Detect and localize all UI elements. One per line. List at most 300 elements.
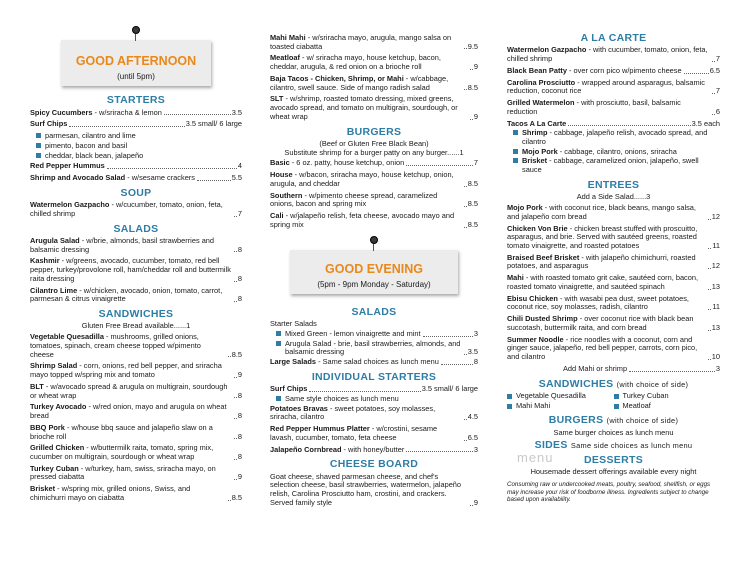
menu-item: [30, 444, 242, 461]
menu-item: [30, 362, 242, 379]
menu-item: [507, 204, 720, 221]
option: [36, 142, 242, 151]
bullet-square-icon: [614, 404, 619, 409]
menu-item: [507, 120, 720, 129]
option: [513, 129, 720, 146]
option-name: Shrimp: [522, 128, 548, 138]
item-price: 3.5: [231, 107, 242, 117]
menu-item: [30, 465, 242, 482]
bullet-square-icon: [513, 158, 518, 163]
item-price: 13: [711, 281, 720, 291]
dot-leader: [406, 451, 473, 452]
item-price: 13: [711, 322, 720, 332]
item-price: 4.5: [467, 412, 478, 422]
item-desc: - with prosciutto, basil, balsamic reduction: [507, 98, 681, 116]
item-name: Black Bean Patty: [507, 65, 567, 75]
dot-leader: [464, 419, 467, 420]
item-name: Red Pepper Hummus: [30, 161, 105, 171]
menu-item: [270, 446, 478, 455]
item-price: 6: [715, 106, 720, 116]
bullet-square-icon: [276, 331, 281, 336]
menu-item: [270, 159, 478, 168]
item-name: Cali: [270, 211, 284, 221]
dot-leader: [712, 93, 715, 94]
item-name: Mojo Pork: [507, 203, 543, 213]
item-price: 8: [237, 244, 242, 254]
dot-leader: [464, 440, 467, 441]
bullet-square-icon: [36, 133, 41, 138]
item-price: 8.5: [231, 349, 242, 359]
item-name: Spicy Cucumbers: [30, 107, 93, 117]
dot-leader: [708, 248, 711, 249]
menu-item: [270, 385, 478, 394]
item-price: 7: [715, 54, 720, 64]
note-price: 1: [186, 321, 191, 331]
item-desc: - w/sesame crackers: [125, 172, 195, 182]
item-price: 12: [711, 211, 720, 221]
option-text: Turkey Cuban: [622, 390, 669, 400]
sandwich-options: [507, 402, 720, 411]
dot-leader: [708, 309, 711, 310]
item-price: 6.5: [467, 432, 478, 442]
starters-list: [30, 109, 242, 129]
menu-item: [507, 67, 720, 76]
item-name: Basic: [270, 158, 290, 168]
item-price: 9.5: [467, 41, 478, 51]
option: [276, 340, 478, 357]
item-desc: - w/cabbage, cilantro, swell sauce. Side of mango radish salad: [270, 73, 449, 92]
item-name: Potatoes Bravas: [270, 403, 328, 413]
dot-leader: [708, 359, 711, 360]
item-price: 3: [715, 363, 720, 373]
option: [36, 152, 242, 161]
soup-list: [30, 201, 242, 218]
dot-leader: [470, 69, 473, 70]
dot-leader: [234, 281, 237, 282]
option-name: Mojo Pork: [522, 146, 558, 156]
dot-leader: [406, 165, 473, 166]
dot-leader: [464, 186, 467, 187]
dot-leader: [712, 61, 715, 62]
item-price: 8.5: [231, 492, 242, 502]
heading-note: (with choice of side): [606, 416, 679, 426]
bullet-square-icon: [513, 130, 518, 135]
menu-item: [507, 225, 720, 251]
section-heading: SALADS: [113, 222, 159, 235]
item-desc: - w/turkey, ham, swiss, sriracha mayo, on pressed ciabatta: [30, 463, 216, 482]
burger-sub2: Substitute shrimp for a burger patty on any burger......1: [284, 147, 464, 157]
item-desc: - rice noodles with a coconut, corn and ginger sauce, jalapeño, red bell pepper, carrots, corn pico, and cilantro: [507, 334, 698, 362]
heading-note: (with choice of side): [616, 379, 689, 389]
item-name: Red Pepper Hummus Platter: [270, 424, 370, 434]
pushpin-icon: [132, 26, 140, 40]
banner-title: GOOD EVENING: [325, 261, 423, 276]
surf-options: [30, 132, 242, 160]
item-name: Surf Chips: [30, 119, 68, 129]
side-salad-note: Add a Side Salad......3: [576, 192, 651, 202]
item-name: Jalapeño Cornbread: [270, 444, 342, 454]
menu-item: [270, 34, 478, 51]
menu-item: [270, 75, 478, 92]
item-name: Vegetable Quesadilla: [30, 332, 104, 342]
dot-leader: [69, 126, 184, 127]
item-desc: - w/jalapeño relish, feta cheese, avocado mayo and spring mix: [270, 211, 455, 229]
item-desc: - w/brie, almonds, basil strawberries and balsamic dressing: [30, 235, 215, 254]
item-desc: - chicken breast stuffed with proscuitto, asparagus, and brie. Served with sautéed greens, roasted tomato vinaigrette, and roasted potatoes: [507, 223, 698, 250]
item-price: 8: [237, 294, 242, 304]
bullet-square-icon: [513, 149, 518, 154]
item-price: 8.5: [467, 82, 478, 92]
item-price: 8: [237, 273, 242, 283]
item-desc: - w/spring mix, grilled onions, Swiss, and chimichurri mayo on ciabatta: [30, 484, 191, 502]
note-price: 1: [459, 147, 464, 157]
watermark-logo: menu: [517, 449, 554, 465]
individual-starters-list: [270, 405, 478, 455]
item-desc: - w/sriracha & lemon: [92, 107, 162, 117]
dot-leader: [234, 301, 237, 302]
dot-leader: [234, 438, 237, 439]
option-text: Arugula Salad - brie, basil strawberries, almonds, and balsamic dressing: [285, 338, 461, 357]
item-desc: - mushrooms, grilled onions, tomatoes, spinach, cream cheese topped w/pimento cheese: [30, 332, 201, 359]
note-text: Add a Side Salad: [576, 192, 634, 202]
section-heading: SANDWICHES: [98, 308, 174, 321]
item-name: Arugula Salad: [30, 235, 80, 245]
item-name: Ebisu Chicken: [507, 293, 558, 303]
option: [507, 402, 614, 411]
section-heading: A LA CARTE: [580, 32, 647, 44]
section-heading: STARTERS: [106, 94, 166, 107]
burger-sub: (Beef or Gluten Free Black Bean): [319, 138, 429, 148]
item-name: Turkey Avocado: [30, 402, 87, 412]
option-text: parmesan, cilantro and lime: [45, 131, 136, 141]
dessert-note: Housemade dessert offerings available every night: [530, 467, 697, 477]
item-name: Watermelon Gazpacho: [30, 200, 110, 210]
item-name: Carolina Prosciutto: [507, 77, 576, 87]
option-price: 3: [473, 328, 478, 338]
item-desc: - over coconut rice with black bean succotash, buttermilk raita, and corn bread: [507, 314, 694, 332]
menu-item: [30, 333, 242, 359]
menu-item: [563, 365, 720, 374]
menu-item: [270, 171, 478, 188]
item-name: Tacos A La Carte: [507, 118, 567, 128]
note-text: Gluten Free Bread available: [81, 321, 174, 331]
item-name: Meatloaf: [270, 53, 300, 63]
burgers-list: [270, 159, 478, 229]
item-desc: - with jalapeño chimichurri, roasted potatoes, and asparagus: [507, 252, 696, 271]
item-price: 7: [473, 158, 478, 168]
dot-leader: [234, 479, 237, 480]
sandwich-options: [507, 392, 720, 401]
item-name: Watermelon Gazpacho: [507, 45, 587, 55]
section-heading: SOUP: [120, 186, 152, 199]
item-desc: - w/greens, avocado, cucumber, tomato, red bell pepper, turkey/provolone roll, ham/cheddar roll and buttermilk raita dressing: [30, 256, 231, 283]
section-heading: BURGERS: [346, 125, 402, 138]
gluten-free-note: Gluten Free Bread available......1: [81, 321, 191, 331]
item-name: Kashmir: [30, 256, 60, 266]
menu-item: [30, 424, 242, 441]
item-name: Shrimp Salad: [30, 361, 78, 371]
menu-item: [507, 254, 720, 271]
bullet-square-icon: [507, 394, 512, 399]
menu-item: [507, 99, 720, 116]
option-text: - cabbage, cilantro, onions, sriracha: [557, 146, 677, 156]
menu-item: [270, 212, 478, 229]
item-price: 9: [473, 111, 478, 121]
item-price: 10: [711, 352, 720, 362]
section-heading: CHEESE BOARD: [329, 458, 419, 471]
item-desc: - 6 oz. patty, house ketchup, onion: [289, 158, 405, 168]
starter-label: Starter Salads: [270, 319, 317, 329]
item-price: 11: [712, 302, 720, 312]
dot-leader: [708, 219, 711, 220]
dot-leader: [708, 330, 711, 331]
column-right: [507, 30, 720, 588]
dot-leader: [228, 356, 231, 357]
item-desc: - w/ sriracha mayo, house ketchup, bacon, cheddar, arugula, & red onion on a brioche roll: [270, 53, 441, 72]
item-name: Southern: [270, 190, 303, 200]
menu-item: [30, 383, 242, 400]
item-price: 11: [712, 240, 720, 250]
item-desc: Goat cheese, shaved parmesan cheese, and chef's selection cheese, basil strawberries, watermelon, jalapeño relish, Carolina Prosciutto ham, crostini, and crackers. Served family style: [270, 471, 462, 507]
option: [614, 392, 721, 401]
menu-item: [30, 485, 242, 502]
banner-hours: (5pm - 9pm Monday - Saturday): [317, 280, 431, 290]
menu-item: [270, 192, 478, 209]
item-price: 3.5 small/ 6 large: [185, 119, 242, 129]
heading-text: SIDES: [534, 439, 568, 452]
option-text: Mahi Mahi: [516, 400, 551, 410]
item-name: SLT: [270, 94, 284, 104]
item-price: 8: [237, 411, 242, 421]
bullet-square-icon: [36, 143, 41, 148]
sandwiches-list: [30, 333, 242, 502]
dot-leader: [712, 114, 715, 115]
menu-item: [507, 336, 720, 362]
dot-leader: [234, 459, 237, 460]
banner-title: GOOD AFTERNOON: [75, 54, 197, 68]
item-price: 4: [237, 161, 242, 171]
evening-banner: [290, 250, 458, 294]
item-price: 8: [473, 357, 478, 367]
item-price: 9: [473, 62, 478, 72]
dot-leader: [107, 168, 237, 169]
item-desc: - w/avocado spread & arugula on multigrain, sourdough or wheat wrap: [30, 381, 228, 400]
item-desc: - with coconut rice, black beans, mango salsa, and jalapeño corn bread: [507, 203, 696, 221]
option: [614, 402, 721, 411]
menu-item: [270, 473, 478, 508]
item-desc: - with cucumber, tomato, onion, feta, chilled shrimp: [507, 45, 708, 64]
menu-item: [507, 295, 720, 312]
item-desc: - w/pimento cheese spread, caramelized onions, bacon and spring mix: [270, 190, 438, 209]
option: [513, 148, 720, 157]
item-name: Turkey Cuban: [30, 463, 79, 473]
item-name: Large Salads: [270, 357, 317, 367]
section-heading: DESSERTS: [584, 453, 643, 466]
item-name: Mahi: [507, 273, 524, 283]
bullet-square-icon: [507, 404, 512, 409]
item-desc: - over corn pico w/pimento cheese: [566, 65, 682, 75]
section-heading: SALADS: [351, 305, 397, 318]
item-name: Shrimp and Avocado Salad: [30, 172, 126, 182]
dot-leader: [464, 227, 467, 228]
item-desc: - with roasted tomato grit cake, sautéed corn, bacon, roasted tomato vinaigrette, and sautéed spinach: [507, 273, 699, 291]
option: [513, 157, 720, 174]
menu-item: [507, 315, 720, 332]
menu-item: [507, 79, 720, 96]
item-name: Mahi Mahi: [270, 33, 306, 42]
section-heading: INDIVIDUAL STARTERS: [311, 370, 437, 383]
menu-item: [270, 54, 478, 71]
item-desc: - w/shrimp, roasted tomato dressing, mixed greens, avocado spread, and tomato on multigrain, sourdough, or wheat wrap: [270, 94, 458, 121]
item-price: 5.5: [231, 172, 242, 182]
dot-leader: [708, 289, 711, 290]
bullet-square-icon: [36, 153, 41, 158]
pushpin-icon: [370, 236, 378, 250]
menu-item: [270, 405, 478, 422]
option: [276, 395, 478, 404]
item-price: 9: [237, 472, 242, 482]
dot-leader: [164, 114, 231, 115]
item-price: 8.5: [467, 178, 478, 188]
allergy-disclaimer: Consuming raw or undercooked meats, poultry, seafood, shellfish, or eggs may increase your risk of foodborne illness. Ingredients subject to change based upon availability.: [507, 480, 711, 504]
item-desc: - w/cucumber, tomato, onion, feta, chilled shrimp: [30, 200, 223, 218]
item-price: 3: [473, 444, 478, 454]
dot-leader: [464, 48, 467, 49]
menu-item: [30, 257, 242, 283]
item-price: 7: [715, 86, 720, 96]
banner-hours: (until 5pm): [117, 71, 155, 81]
a-la-carte-list: [507, 46, 720, 116]
dot-leader: [464, 89, 467, 90]
item-name: Summer Noodle: [507, 334, 564, 344]
menu-item: [270, 95, 478, 121]
item-price: 9: [473, 497, 478, 507]
item-name: Grilled Chicken: [30, 443, 85, 453]
entrees-list: [507, 204, 720, 362]
option: [276, 330, 478, 339]
menu-item: [30, 237, 242, 254]
item-name: Chili Dusted Shrimp: [507, 314, 578, 324]
dot-leader: [684, 73, 709, 74]
item-name: Baja Tacos - Chicken, Shrimp, or Mahi: [270, 73, 404, 83]
menu-item: [270, 358, 478, 367]
option-price: 3.5: [467, 347, 478, 357]
column-left: [30, 18, 242, 588]
sandwiches-continued-list: [270, 34, 478, 122]
item-price: 12: [711, 261, 720, 271]
dot-leader: [234, 418, 237, 419]
bullet-square-icon: [614, 394, 619, 399]
item-desc: - w/red onion, mayo and arugula on wheat bread: [30, 402, 227, 421]
dot-leader: [470, 119, 473, 120]
item-name: Braised Beef Brisket: [507, 252, 580, 262]
dot-leader: [464, 206, 467, 207]
menu-item: [30, 174, 242, 183]
item-name: Brisket: [30, 484, 56, 494]
dot-leader: [197, 180, 231, 181]
menu-item: [270, 425, 478, 442]
dot-leader: [228, 500, 231, 501]
item-name: BLT: [30, 381, 44, 391]
item-price: 3.5 small/ 6 large: [421, 384, 478, 394]
menu-item: [507, 46, 720, 63]
menu-item: [30, 109, 242, 118]
option-text: Mixed Green - lemon vinaigrette and mint: [285, 328, 421, 338]
item-name: Chicken Von Brie: [507, 223, 568, 233]
section-heading: [507, 378, 720, 390]
item-desc: - w/chicken, avocado, onion, tomato, carrot, parmesan & citrus vinaigrette: [30, 285, 223, 304]
option: [507, 392, 614, 401]
burger-note: Same burger choices as lunch menu: [553, 427, 674, 437]
dot-leader: [234, 397, 237, 398]
item-desc: - w/bacon, sriracha mayo, house ketchup, onion, arugula, and cheddar: [270, 170, 454, 188]
note-text: Substitute shrimp for a burger patty on any burger: [284, 147, 448, 157]
desserts-block: [507, 449, 720, 477]
menu-item: [30, 162, 242, 171]
item-desc: - w/buttermilk raita, tomato, spring mix, cucumber on multigrain, sourdough or wheat wrap: [30, 443, 214, 461]
column-middle: [270, 30, 478, 588]
item-price: 8.5: [467, 219, 478, 229]
item-price: 8.5: [467, 199, 478, 209]
item-desc: - Same salad choices as lunch menu: [316, 357, 439, 367]
item-price: 3.5 each: [691, 118, 720, 128]
item-desc: - with wasabi pea dust, sweet potatoes, coconut rice, soy molasses, radish, cilantro: [507, 293, 689, 312]
item-name: BBQ Pork: [30, 422, 65, 432]
salads-list: [30, 237, 242, 304]
option-text: Meatloaf: [622, 400, 651, 410]
item-desc: - w/crostini, sesame lavash, cucumber, tomato, feta cheese: [270, 424, 438, 442]
item-name: Surf Chips: [270, 384, 308, 394]
bullet-square-icon: [276, 396, 281, 401]
item-name: House: [270, 170, 293, 180]
option-text: Vegetable Quesadilla: [516, 390, 586, 400]
option-name: Brisket: [522, 156, 548, 166]
item-price: 7: [237, 208, 242, 218]
option-text: - cabbage, jalapeño relish, avocado spread, and cilantro: [522, 128, 708, 146]
item-desc: - w/house bbq sauce and jalapeño slaw on a brioche roll: [30, 422, 213, 441]
item-desc: - corn, onions, red bell pepper, and sriracha mayo topped w/spring mix and tomato: [30, 361, 222, 380]
item-name: Grilled Watermelon: [507, 98, 575, 108]
item-price: 8: [237, 451, 242, 461]
menu-item: [30, 287, 242, 304]
section-heading: ENTREES: [587, 178, 640, 191]
dot-leader: [234, 251, 237, 252]
option: [36, 132, 242, 141]
dot-leader: [234, 377, 237, 378]
item-price: 8: [237, 390, 242, 400]
dot-leader: [234, 216, 237, 217]
item-price: 6.5: [709, 65, 720, 75]
menu-item: [507, 274, 720, 291]
option-text: Same style choices as lunch menu: [285, 393, 399, 403]
section-heading: [507, 414, 720, 426]
item-desc: - sweet potatoes, soy molasses, sriracha, cilantro: [270, 403, 436, 422]
menu-item: [30, 120, 242, 129]
item-name: Cilantro Lime: [30, 285, 78, 295]
starters-list-2: [30, 162, 242, 182]
heading-note: Same side choices as lunch menu: [570, 441, 693, 451]
heading-text: SANDWICHES: [538, 377, 614, 390]
item-desc: Add Mahi or shrimp: [563, 363, 628, 373]
item-price: 8: [237, 431, 242, 441]
heading-text: BURGERS: [548, 414, 604, 427]
item-desc: - with honey/butter: [341, 444, 405, 454]
dot-leader: [708, 268, 711, 269]
menu-item: [30, 403, 242, 420]
option-text: pimento, bacon and basil: [45, 140, 128, 150]
option-text: cheddar, black bean, jalapeño: [45, 150, 144, 160]
menu-item: [30, 201, 242, 218]
